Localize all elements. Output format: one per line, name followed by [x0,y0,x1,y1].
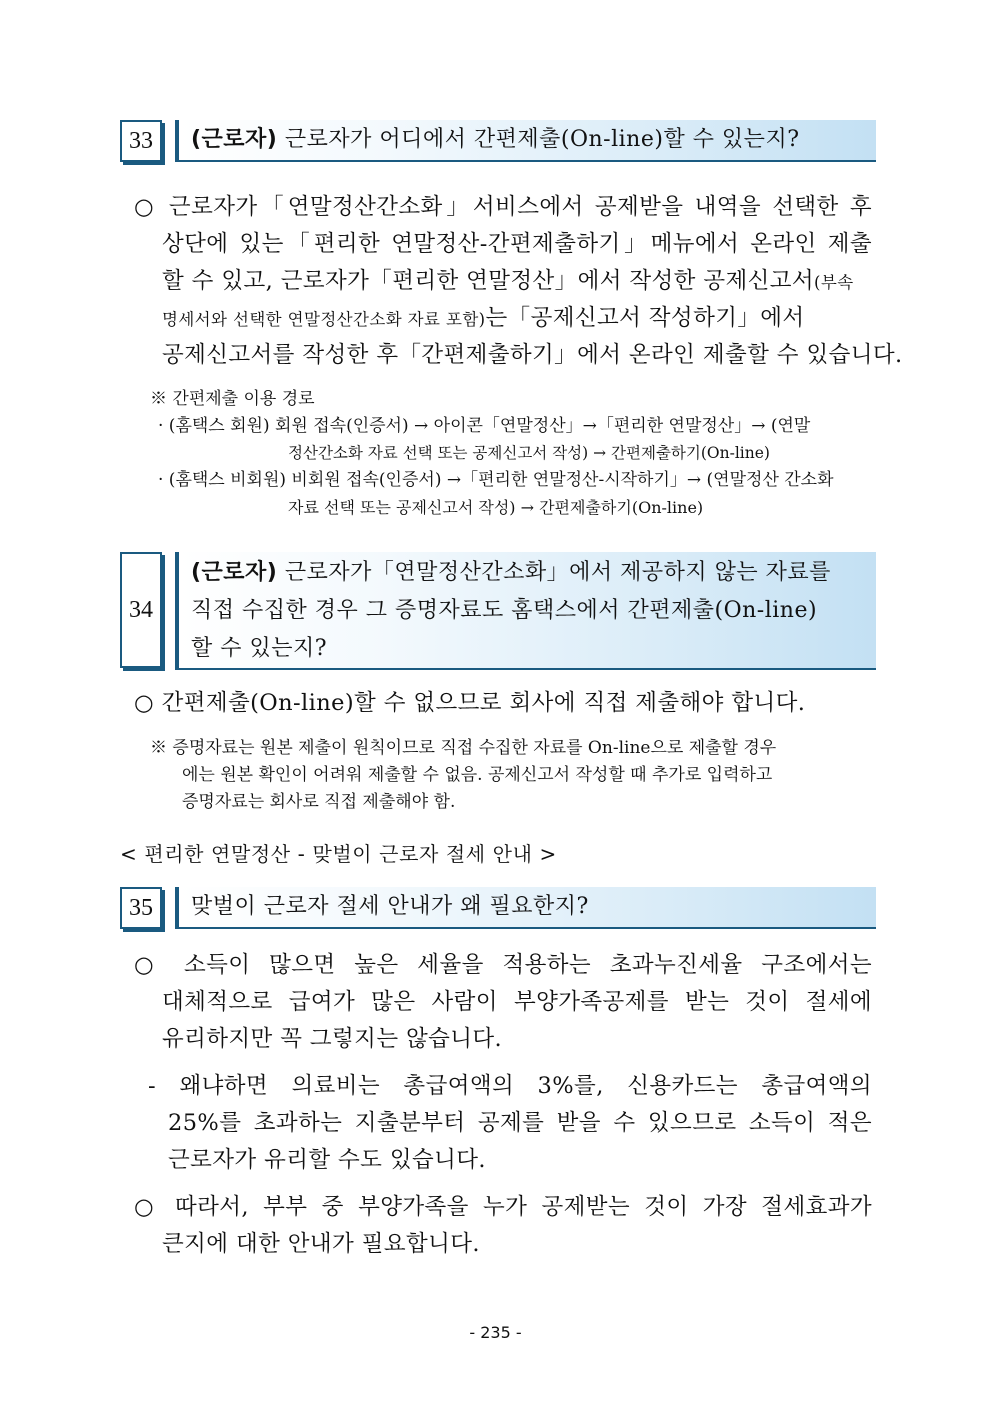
question-number: 34 [120,552,162,668]
question-33-header [120,120,876,162]
question-line: 직접 수집한 경우 그 증명자료도 홈택스에서 간편제출(On-line) [191,598,818,623]
note-line: ※ 증명자료는 원본 제출이 원칙이므로 직접 수집한 자료를 On-line으로 제출할 경우 [150,738,777,758]
question-35-header [120,887,876,929]
question-title [175,552,876,670]
note-line: 자료 선택 또는 공제신고서 작성) → 간편제출하기(On-line) [288,498,704,517]
question-tag: (근로자) [191,560,278,585]
answer-line: ○ 근로자가「연말정산간소화」서비스에서 공제받을 내역을 선택한 후 [134,194,872,220]
answer-line: 근로자가 유리할 수도 있습니다. [168,1147,486,1173]
question-number: 33 [120,120,162,162]
note-line: 정산간소화 자료 선택 또는 공제신고서 작성) → 간편제출하기(On-line) [288,444,770,462]
note-line: 에는 원본 확인이 어려워 제출할 수 없음. 공제신고서 작성할 때 추가로 입력하고 [182,765,773,785]
answer-line [134,263,872,300]
answer-line: 25%를 초과하는 지출분부터 공제를 받을 수 있으므로 소득이 적은 [168,1110,872,1136]
note-33 [150,386,874,521]
question-title [175,120,876,162]
answer-text-small: (부속 [814,273,854,292]
question-line: 할 수 있는지? [191,636,328,661]
note-34 [150,735,874,816]
answer-line: 대체적으로 급여가 많은 사람이 부양가족공제를 받는 것이 절세에 [162,989,872,1015]
question-text: 근로자가「연말정산간소화」에서 제공하지 않는 자료를 [277,560,831,585]
section-title: < 편리한 연말정산 - 맞벌이 근로자 절세 안내 > [120,842,557,866]
answer-line: 큰지에 대한 안내가 필요합니다. [162,1231,480,1257]
answer-34 [134,685,872,722]
note-line: · (홈택스 비회원) 비회원 접속(인증서) →「편리한 연말정산-시작하기」→ (연말정산 간소화 [158,470,834,490]
answer-text: 할 수 있고, 근로자가「편리한 연말정산」에서 작성한 공제신고서 [162,268,815,294]
question-title: 맞벌이 근로자 절세 안내가 왜 필요한지? [175,887,876,929]
page-number: - 235 - [469,1323,522,1342]
note-heading: ※ 간편제출 이용 경로 [150,389,315,409]
question-text: 근로자가 어디에서 간편제출(On-line)할 수 있는지? [277,127,800,152]
question-tag: (근로자) [191,127,278,152]
question-number: 35 [120,887,162,929]
answer-text-small: 명세서와 선택한 연말정산간소화 자료 포함) [162,310,486,329]
answer-line: - 왜냐하면 의료비는 총급여액의 3%를, 신용카드는 총급여액의 [148,1073,872,1099]
answer-line: 상단에 있는「편리한 연말정산-간편제출하기」메뉴에서 온라인 제출 [162,231,872,257]
answer-35 [134,947,872,1263]
question-line [191,554,866,592]
answer-text: 는「공제신고서 작성하기」에서 [485,305,805,331]
answer-line: ○ 따라서, 부부 중 부양가족을 누가 공제받는 것이 가장 절세효과가 [134,1194,872,1220]
answer-line: 유리하지만 꼭 그렇지는 않습니다. [162,1026,503,1052]
answer-33 [134,189,903,374]
answer-line: ○ 간편제출(On-line)할 수 없으므로 회사에 직접 제출해야 합니다. [134,690,806,716]
answer-line [134,300,872,337]
answer-line: ○ 소득이 많으면 높은 세율을 적용하는 초과누진세율 구조에서는 [134,952,872,978]
note-line: · (홈택스 회원) 회원 접속(인증서) → 아이콘「연말정산」→「편리한 연말정산」→ (연말 [158,416,811,436]
answer-line: 공제신고서를 작성한 후「간편제출하기」에서 온라인 제출할 수 있습니다. [162,342,903,368]
note-line: 증명자료는 회사로 직접 제출해야 함. [182,792,456,812]
question-34-header [120,552,876,670]
